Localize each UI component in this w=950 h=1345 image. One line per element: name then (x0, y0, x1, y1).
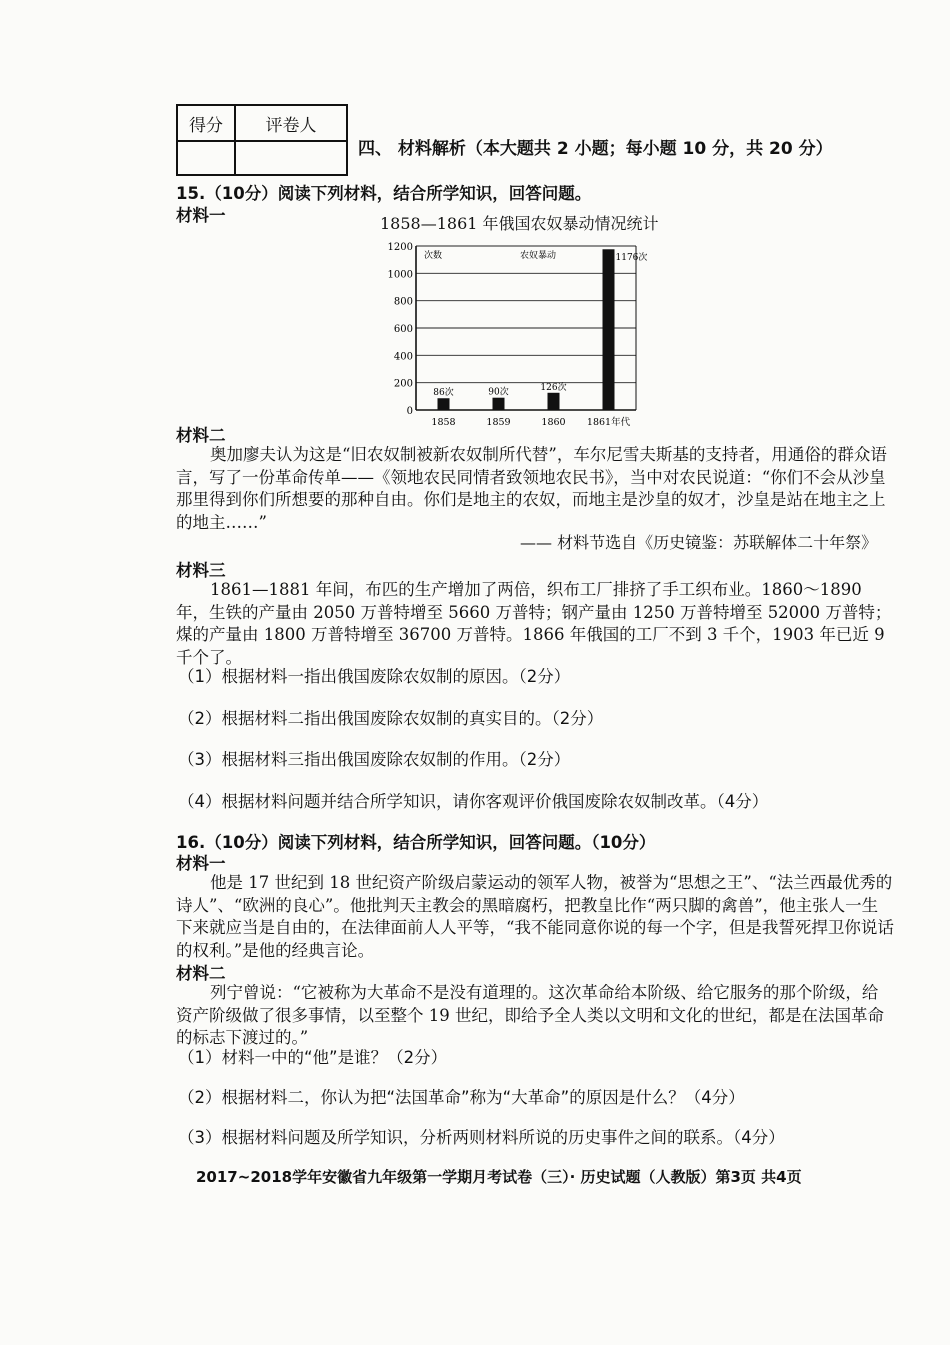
x-tick-label: 1860 (541, 417, 566, 428)
q15-stem: 15.（10分）阅读下列材料，结合所学知识，回答问题。 (176, 184, 592, 203)
q15-sub2: （2）根据材料二指出俄国废除农奴制的真实目的。（2分） (178, 709, 604, 728)
chart-ylabel: 次数 (424, 251, 443, 261)
section-heading: 四、 材料解析（本大题共 2 小题；每小题 10 分，共 20 分） (358, 139, 833, 159)
q15-material2-body: 奥加廖夫认为这是“旧农奴制被新农奴制所代替”，车尔尼雪夫斯基的支持者，用通俗的群众语言，写了一份革命传单——《领地农民同情者致领地农民书》，当中对农民说道：“你们不会从沙皇那里得到你们所想要的那种自由。你们是地主的农奴，而地主是沙皇的奴才，沙皇是站在地主之上的地主……” (176, 445, 887, 532)
riot-chart (370, 236, 660, 428)
q15-sub3: （3）根据材料三指出俄国废除农奴制的作用。（2分） (178, 750, 571, 769)
y-tick-label: 200 (393, 378, 413, 390)
chart-legend: 农奴暴动 (520, 251, 557, 261)
q16-sub2: （2）根据材料二，你认为把“法国革命”称为“大革命”的原因是什么？（4分） (178, 1088, 745, 1107)
q16-sub1: （1）材料一中的“他”是谁？（2分） (178, 1048, 448, 1067)
q16-material2-label: 材料二 (176, 964, 226, 983)
q16-material2-body: 列宁曾说：“它被称为大革命不是没有道理的。这次革命给本阶级、给它服务的那个阶级，给资产阶级做了很多事情，以至整个 19 世纪，即给予全人类以文明和文化的世纪，都是在法国革命的标志下渡过的。” (176, 983, 884, 1047)
q15-sub1: （1）根据材料一指出俄国废除农奴制的原因。（2分） (178, 667, 571, 686)
q16-stem: 16.（10分）阅读下列材料，结合所学知识，回答问题。（10分） (176, 833, 656, 852)
q15-material2-text (176, 444, 894, 534)
q15-material3-text (176, 579, 894, 669)
q16-material1-body: 他是 17 世纪到 18 世纪资产阶级启蒙运动的领军人物，被誉为“思想之王”、“法兰西最优秀的诗人”、“欧洲的良心”。他批判天主教会的黑暗腐朽，把教皇比作“两只脚的禽兽”，他主张人一生下来就应当是自由的，在法律面前人人平等，“我不能同意你说的每一个字，但是我誓死捍卫你说话的权利。”是他的经典言论。 (176, 873, 894, 960)
chart-xlabels (431, 416, 630, 428)
y-tick-label: 1200 (387, 242, 413, 253)
y-tick-label: 800 (393, 296, 413, 308)
q15-sub4: （4）根据材料问题并结合所学知识，请你客观评价俄国废除农奴制改革。（4分） (178, 792, 769, 811)
bar (438, 398, 450, 410)
bar (548, 393, 560, 410)
q15-material2-label: 材料二 (176, 426, 226, 445)
chart-yticks (388, 242, 413, 417)
q15-material3-label: 材料三 (176, 561, 226, 580)
bar-data-label: 1176次 (615, 253, 648, 263)
bar-data-label: 126次 (540, 382, 567, 393)
score-table (176, 104, 348, 176)
x-tick-label: 1859 (486, 417, 511, 428)
y-tick-label: 600 (393, 324, 413, 335)
bar (493, 398, 505, 410)
x-tick-label: 1861年代 (586, 417, 631, 428)
bar-data-label: 86次 (433, 388, 454, 399)
q16-material1-label: 材料一 (176, 854, 226, 873)
q16-material2-text (176, 982, 894, 1050)
chart-title: 1858—1861 年俄国农奴暴动情况统计 (380, 214, 659, 233)
bar-data-label: 90次 (488, 387, 509, 398)
page-footer: 2017~2018学年安徽省九年级第一学期月考试卷（三）· 历史试题（人教版）第3页 共4页 (196, 1168, 802, 1186)
y-tick-label: 1000 (387, 269, 413, 281)
y-tick-label: 400 (393, 351, 413, 363)
grader-label: 评卷人 (235, 105, 347, 141)
q15-material3-body: 1861—1881 年间，布匹的生产增加了两倍，织布工厂排挤了手工织布业。1860～1890 年，生铁的产量由 2050 万普特增至 5660 万普特；钢产量由 1250 万普特增至 52000 万普特；煤的产量由 1800 万普特增至 36700 万普特。1866 年俄国的工厂不到 3 千个，1903 年已近 9 千个了。 (176, 580, 892, 667)
q16-sub3: （3）根据材料问题及所学知识，分析两则材料所说的历史事件之间的联系。（4分） (178, 1128, 785, 1147)
y-tick-label: 0 (406, 406, 413, 417)
q15-material2-source: —— 材料节选自《历史镜鉴：苏联解体二十年祭》 (520, 533, 878, 552)
score-label: 得分 (177, 105, 235, 141)
q15-material1-label: 材料一 (176, 206, 226, 225)
score-cell (177, 141, 235, 175)
q16-material1-text (176, 872, 894, 962)
grader-cell (235, 141, 347, 175)
bar (603, 249, 615, 410)
x-tick-label: 1858 (431, 417, 456, 428)
